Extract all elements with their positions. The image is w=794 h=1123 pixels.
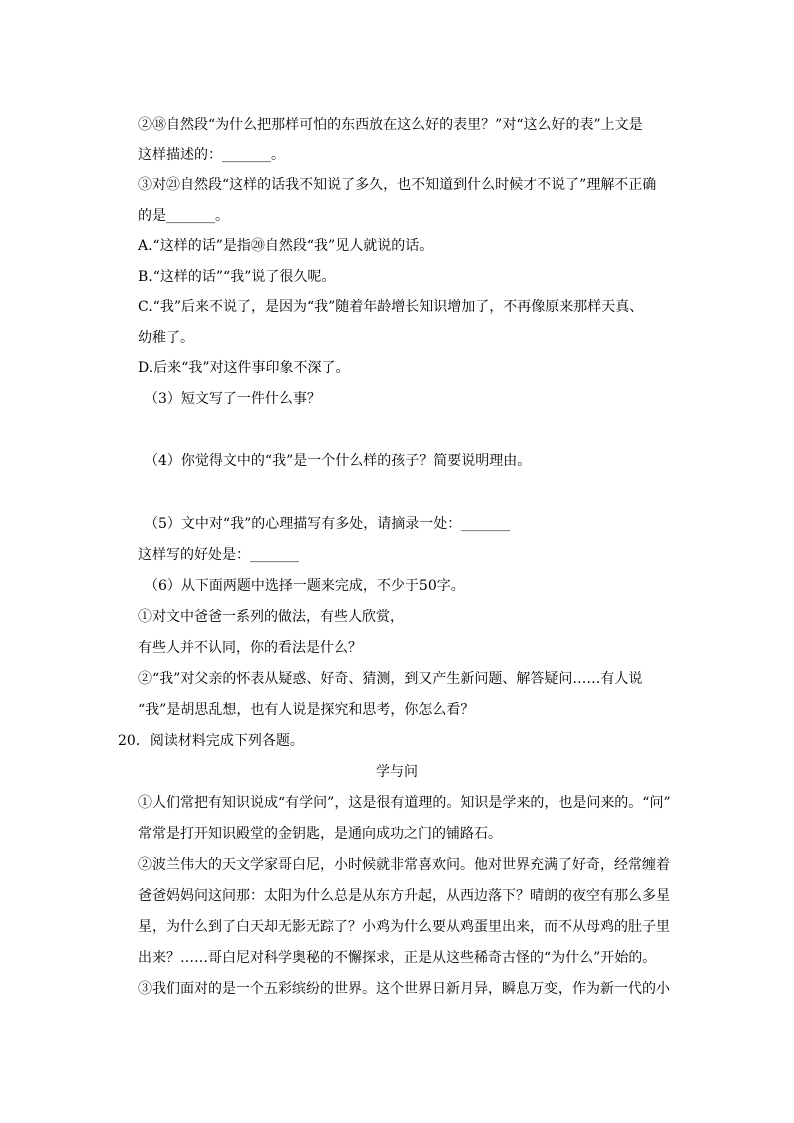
question-20-heading: 20．阅读材料完成下列各题。 <box>118 733 304 749</box>
subquestion-6: （6）从下面两题中选择一题来完成，不少于50字。 <box>144 578 465 594</box>
passage-paragraph-2-line-2: 爸爸妈妈问这问那：太阳为什么总是从东方升起，从西边落下？晴朗的夜空有那么多星 <box>138 888 670 904</box>
passage-title: 学与问 <box>376 764 418 780</box>
subquestion-5: （5）文中对“我”的心理描写有多处，请摘录一处：_______ <box>144 516 511 532</box>
question-2-line: ②⑱自然段“为什么把那样可怕的东西放在这么好的表里？”对“这么好的表”上文是 <box>138 117 643 133</box>
passage-paragraph-3-line-1: ③我们面对的是一个五彩缤纷的世界。这个世界日新月异，瞬息万变，作为新一代的小 <box>138 981 670 997</box>
passage-paragraph-2-line-4: 出来？……哥白尼对科学奥秘的不懈探求，正是从这些稀奇古怪的“为什么”开始的。 <box>138 950 657 966</box>
choice-2-continued: “我”是胡思乱想，也有人说是探究和思考，你怎么看？ <box>138 702 475 718</box>
choice-1-continued: 有些人并不认同，你的看法是什么？ <box>138 640 362 656</box>
passage-paragraph-1-line-2: 常常是打开知识殿堂的金钥匙，是通向成功之门的铺路石。 <box>138 826 502 842</box>
option-a: A.“这样的话”是指⑳自然段“我”见人就说的话。 <box>138 238 434 254</box>
question-3-continued: 的是_______。 <box>138 208 229 224</box>
passage-paragraph-2-line-3: 星，为什么到了白天却无影无踪了？小鸡为什么要从鸡蛋里出来，而不从母鸡的肚子里 <box>138 919 670 935</box>
option-d: D.后来“我”对这件事印象不深了。 <box>138 360 350 376</box>
subquestion-5-benefit: 这样写的好处是：_______ <box>138 547 299 563</box>
option-b: B.“这样的话”“我”说了很久呢。 <box>138 269 336 285</box>
passage-paragraph-1-line-1: ①人们常把有知识说成“有学问”，这是很有道理的。知识是学来的，也是问来的。“问” <box>138 795 671 811</box>
subquestion-4: （4）你觉得文中的“我”是一个什么样的孩子？简要说明理由。 <box>144 453 532 469</box>
option-c: C.“我”后来不说了，是因为“我”随着年龄增长知识增加了，不再像原来那样天真、 <box>138 299 644 315</box>
question-3-line: ③对㉑自然段“这样的话我不知说了多久，也不知道到什么时候才不说了”理解不正确 <box>138 177 657 193</box>
subquestion-3: （3）短文写了一件什么事？ <box>144 391 321 407</box>
choice-1-line: ①对文中爸爸一系列的做法，有些人欣赏， <box>138 609 404 625</box>
passage-paragraph-2-line-1: ②波兰伟大的天文学家哥白尼，小时候就非常喜欢问。他对世界充满了好奇，经常缠着 <box>138 857 670 873</box>
option-c-continued: 幼稚了。 <box>138 330 194 346</box>
question-2-answer-line: 这样描述的：_______。 <box>138 147 285 163</box>
choice-2-line: ②“我”对父亲的怀表从疑惑、好奇、猜测，到又产生新问题、解答疑问……有人说 <box>138 671 643 687</box>
